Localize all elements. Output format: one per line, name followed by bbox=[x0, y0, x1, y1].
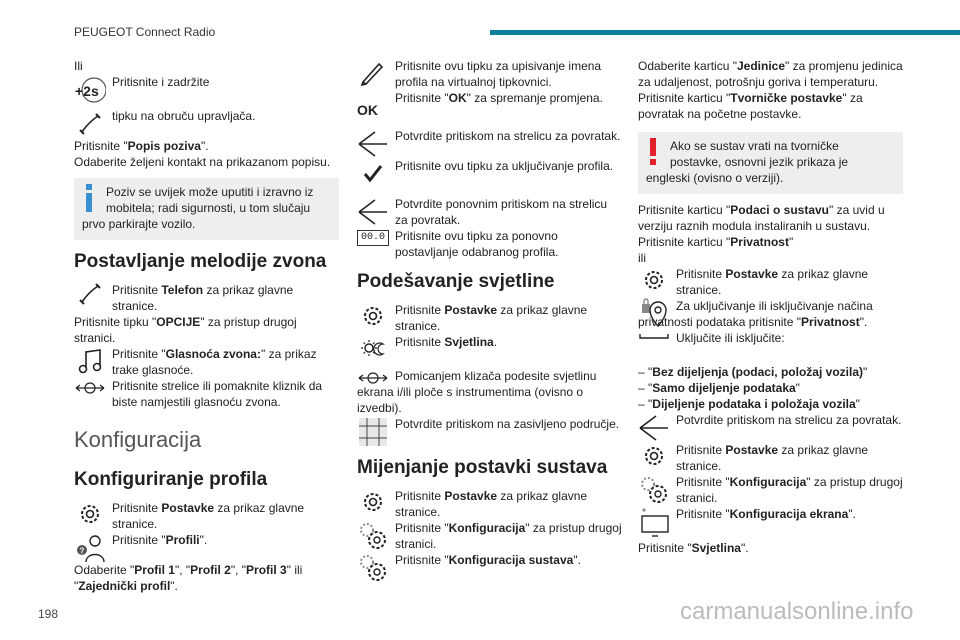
svg-text:?: ? bbox=[79, 546, 85, 556]
checkmark-icon bbox=[357, 158, 389, 190]
step-back: Potvrdite pritiskom na strelicu za povratak. bbox=[638, 412, 903, 442]
step-back-2: Potvrdite ponovnim pritiskom na strelicu za povratak. bbox=[357, 196, 622, 228]
step-postavke-2: Pritisnite Postavke za prikaz glavne stranice. bbox=[357, 488, 622, 520]
step-profili: ? Pritisnite "Profili". bbox=[74, 532, 339, 562]
info-icon bbox=[82, 184, 96, 212]
option-3: – "Dijeljenje podataka i položaja vozila" bbox=[638, 397, 860, 411]
pencil-icon bbox=[357, 58, 389, 90]
text-popis: Pritisnite "Popis poziva". bbox=[74, 139, 209, 153]
step-konfiguracija: Pritisnite "Konfiguracija" za pristup drugoj stranici. bbox=[638, 474, 903, 506]
page-number: 198 bbox=[38, 607, 59, 621]
gear-icon bbox=[638, 266, 670, 298]
step-postavke: Pritisnite Postavke za prikaz glavne stranice. bbox=[357, 302, 622, 334]
screen-icon bbox=[638, 506, 670, 538]
option-1: – "Bez dijeljenja (podaci, položaj vozila)" bbox=[638, 365, 868, 379]
watermark: carmanualsonline.info bbox=[680, 598, 914, 625]
text-select-profile: Odaberite "Profil 1", "Profil 2", "Profil 3" ili "Zajednički profil". bbox=[74, 563, 303, 593]
step-postavke-2: Pritisnite Postavke za prikaz glavne stranice. bbox=[638, 442, 903, 474]
column-1 bbox=[74, 58, 339, 594]
back-arrow-icon bbox=[357, 128, 389, 160]
heading-system-settings: Mijenjanje postavki sustava bbox=[357, 457, 608, 478]
step-postavke: Pritisnite Postavke za prikaz glavne stranice. bbox=[74, 500, 339, 532]
warning-icon bbox=[646, 138, 660, 166]
step-telefon: Pritisnite Telefon za prikaz glavne stranice. bbox=[74, 282, 339, 314]
shaded-area-icon bbox=[357, 416, 389, 448]
phone-icon bbox=[74, 282, 106, 314]
gear-icon bbox=[357, 302, 389, 334]
step-arrows: Pritisnite strelice ili pomaknite kliznik da biste namjestili glasnoću zvona. bbox=[74, 378, 339, 410]
gear-icon bbox=[74, 500, 106, 532]
heading-brightness: Podešavanje svjetline bbox=[357, 271, 555, 292]
brightness-icon bbox=[357, 334, 389, 366]
text-ili: Ili bbox=[74, 59, 83, 73]
reset-button-icon: 00.0 bbox=[357, 230, 389, 246]
gears-icon bbox=[357, 552, 389, 584]
text-svjetlina: Pritisnite "Svjetlina". bbox=[638, 541, 749, 555]
step-shaded-area: Potvrdite pritiskom na zasivljeno područje. bbox=[357, 416, 622, 446]
step-privacy-toggle: Za uključivanje ili isključivanje načina privatnosti podataka pritisnite "Privatnost". bbox=[638, 299, 873, 329]
text-podaci: Pritisnite karticu "Podaci o sustavu" za uvid u verziju raznih modula instaliranih u sustavu. bbox=[638, 203, 885, 233]
heading-ringtone: Postavljanje melodije zvona bbox=[74, 251, 327, 272]
step-ok: OK Pritisnite "OK" za spremanje promjena. bbox=[357, 90, 622, 120]
text-jedinice: Odaberite karticu "Jedinice" za promjenu jedinica za udaljenost, potrošnju goriva i temperaturu. bbox=[638, 59, 903, 89]
step-back-1: Potvrdite pritiskom na strelicu za povratak. bbox=[357, 128, 622, 158]
ok-label: OK bbox=[357, 102, 378, 118]
text-privatnost: Pritisnite karticu "Privatnost" bbox=[638, 235, 794, 249]
step-enable-profile: Pritisnite ovu tipku za uključivanje profila. bbox=[357, 158, 622, 188]
step-reset-profile: 00.0 Pritisnite ovu tipku za ponovno postavljanje odabranog profila. bbox=[357, 228, 622, 260]
text-ili: ili bbox=[638, 251, 646, 265]
step-wheel-key bbox=[74, 108, 339, 138]
back-arrow-icon bbox=[638, 412, 670, 444]
gear-icon bbox=[357, 488, 389, 520]
step-konfiguracija-ekrana: Pritisnite "Konfiguracija ekrana". bbox=[638, 506, 903, 536]
slider-arrows-icon bbox=[357, 368, 389, 400]
info-note: Poziv se uvijek može uputiti i izravno iz mobitela; radi sigurnosti, u tom slučaju prvo parkirajte vozilo. bbox=[74, 178, 339, 240]
gears-icon bbox=[638, 474, 670, 506]
step-slider: Pomicanjem klizača podesite svjetlinu ekrana i/ili ploče s instrumentima (ovisno o izvedbi). bbox=[357, 369, 597, 415]
text-select-contact: Odaberite željeni kontakt na prikazanom popisu. bbox=[74, 155, 331, 169]
warning-note: Ako se sustav vrati na tvorničke postavke, osnovni jezik prikaza je engleski (ovisno o verziji). bbox=[638, 132, 903, 194]
gears-icon bbox=[357, 520, 389, 552]
text: tipku na obruču upravljača. bbox=[112, 109, 256, 123]
text-opcije: Pritisnite tipku "OPCIJE" za pristup drugoj stranici. bbox=[74, 315, 297, 345]
step-konfiguracija-sustava: Pritisnite "Konfiguracija sustava". bbox=[357, 552, 622, 582]
profile-icon bbox=[74, 532, 106, 564]
heading-profile: Konfiguriranje profila bbox=[74, 469, 268, 490]
option-2: – "Samo dijeljenje podataka" bbox=[638, 381, 800, 395]
step-postavke: Pritisnite Postavke za prikaz glavne stranice. bbox=[638, 266, 903, 298]
privacy-lock-icon bbox=[638, 298, 670, 330]
header-accent-bar bbox=[490, 30, 960, 35]
step-svjetlina: Pritisnite Svjetlina. bbox=[357, 334, 622, 364]
toggle-bar-icon bbox=[638, 330, 670, 362]
music-note-icon bbox=[74, 346, 106, 378]
slider-arrows-icon bbox=[74, 378, 106, 410]
back-arrow-icon bbox=[357, 196, 389, 228]
column-2 bbox=[357, 58, 622, 582]
voice-2s-icon bbox=[74, 74, 106, 106]
running-header: PEUGEOT Connect Radio bbox=[74, 25, 216, 39]
step-on-off: Uključite ili isključite: bbox=[638, 330, 903, 360]
svg-text:+2s: +2s bbox=[75, 83, 99, 99]
step-glasnoca: Pritisnite "Glasnoća zvona:" za prikaz trake glasnoće. bbox=[74, 346, 339, 378]
text-tvornicke: Pritisnite karticu "Tvorničke postavke" za povratak na početne postavke. bbox=[638, 91, 863, 121]
text: Pritisnite i zadržite bbox=[112, 75, 210, 89]
phone-icon bbox=[74, 108, 106, 140]
step-press-hold bbox=[74, 74, 339, 104]
column-3 bbox=[638, 58, 903, 556]
step-konfiguracija: Pritisnite "Konfiguracija" za pristup drugoj stranici. bbox=[357, 520, 622, 552]
heading-config: Konfiguracija bbox=[74, 427, 202, 452]
step-type-name: Pritisnite ovu tipku za upisivanje imena profila na virtualnoj tipkovnici. bbox=[357, 58, 622, 90]
gear-icon bbox=[638, 442, 670, 474]
